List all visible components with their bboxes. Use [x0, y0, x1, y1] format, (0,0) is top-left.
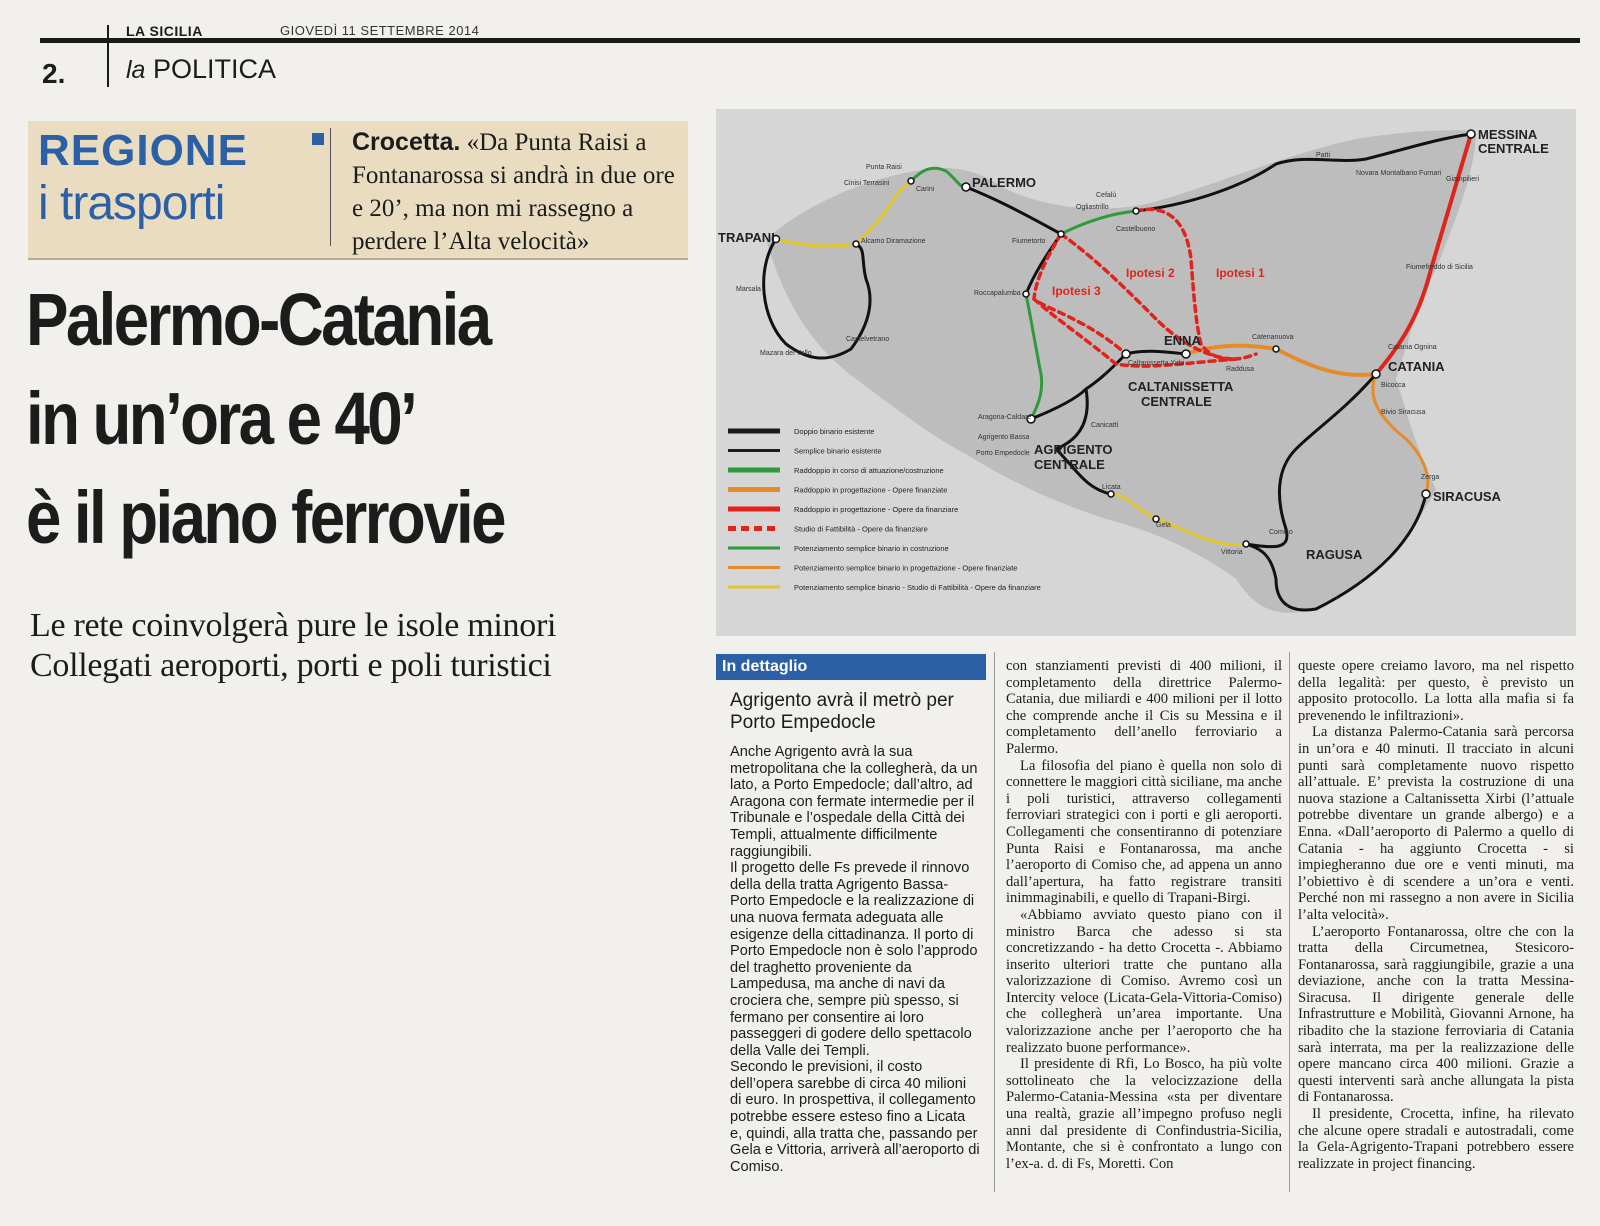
article-paragraph: Il presidente di Rfi, Lo Bosco, ha più volte sottolineato che la velocizzazione della Palermo-Catania-Messina «sta per diventare una realtà, grazie all’impegno profuso negli anni dal presidente di Confindustria-Sicilia, Montante, che si è confrontato a lungo con l’ex-a. d. di Fs, Moretti. Con	[1006, 1056, 1282, 1172]
label-caltanissetta: CALTANISSETTA	[1128, 379, 1234, 394]
article-paragraph: «Abbiamo avviato questo piano con il ministro Barca che adesso si sta concretizzando - ha detto Crocetta -. Abbiamo inserito ulteriori tratte che puntano alla valorizzazione di Comiso. Avremo così un Intercity veloce (Licata-Gela-Vittoria-Comiso) che collegherà un’area importante. Una valorizzazione anche per l’aeroporto che ha realizzato buone performance».	[1006, 906, 1282, 1056]
column-divider	[994, 652, 995, 1192]
label-castelvetrano: Castelvetrano	[846, 336, 890, 343]
legend-label: Raddoppio in corso di attuazione/costruzione	[794, 466, 944, 475]
article-column	[1298, 658, 1574, 1172]
section-prefix: la	[126, 56, 146, 84]
article-paragraph: con stanziamenti previsti di 400 milioni, il completamento della direttrice Palermo-Catania, due miliardi e 400 milioni per il lotto che comprende anche il Cis su Messina e il completamento dell’anello ferroviario a Palermo.	[1006, 658, 1282, 757]
page-number: 2.	[42, 58, 66, 89]
detail-paragraph: Il progetto delle Fs prevede il rinnovo della della tratta Agrigento Bassa-Porto Empedocle e la realizzazione di una nuova fermata adeguata alle esigenze della cittadinanza. Il porto di Porto Empedocle non è solo l’approdo del traghetto proveniente da Lampedusa, ma anche di navi da crociera che, sempre più spesso, si fermano per consentire ai loro passeggeri di godere dello spettacolo della Valle dei Templi.	[730, 860, 978, 1059]
legend-label: Potenziamento semplice binario in costruzione	[794, 544, 949, 553]
article-column	[1006, 658, 1282, 1172]
label-palermo: PALERMO	[972, 175, 1037, 190]
article-paragraph: queste opere creiamo lavoro, ma nel rispetto della legalità: per questo, è previsto un apposito protocollo. La lotta alla mafia si fa prevenendo le infiltrazioni».	[1298, 658, 1574, 724]
kicker-divider	[330, 128, 331, 246]
issue-date: GIOVEDÌ 11 SETTEMBRE 2014	[280, 23, 480, 38]
label-messina: MESSINA	[1478, 127, 1538, 142]
headline	[26, 270, 594, 567]
label-alcamo: Alcamo Diramazione	[861, 238, 926, 245]
label-roccapalumba: Roccapalumba	[974, 290, 1021, 297]
label-ipotesi-2: Ipotesi 2	[1126, 266, 1175, 280]
label-catania: CATANIA	[1388, 359, 1445, 374]
kicker-region: REGIONE	[38, 126, 248, 175]
legend-label: Raddoppio in progettazione - Opere da finanziare	[794, 505, 959, 514]
label-bicocca: Bicocca	[1381, 382, 1406, 389]
label-raddusa: Raddusa	[1226, 366, 1255, 373]
label-punta-raisi: Punta Raisi	[866, 164, 902, 171]
subheadline-line: Le rete coinvolgerà pure le isole minori	[30, 607, 557, 644]
railway-map	[716, 109, 1576, 636]
masthead-divider	[107, 25, 109, 87]
label-agrigento-bassa: Agrigento Bassa	[978, 434, 1030, 441]
label-comiso: Comiso	[1269, 529, 1293, 536]
section-title	[126, 54, 276, 85]
masthead-rule	[40, 38, 1580, 43]
label-fiumetorto: Fiumetorto	[1012, 238, 1046, 245]
detail-title: Agrigento avrà il metrò per Porto Empedocle	[730, 690, 954, 733]
detail-paragraph: Secondo le previsioni, il costo dell’opera sarebbe di circa 40 milioni di euro. In prospettiva, il collegamento potrebbe essere esteso fino a Licata e, quindi, alla tratta che, passando per Gela e Vittoria, arriverà all’aeroporto di Comiso.	[730, 1059, 980, 1175]
headline-line: in un’ora e 40’	[26, 377, 416, 460]
label-novara: Novara Montalbano Furnari	[1356, 170, 1442, 177]
detail-paragraph: Anche Agrigento avrà la sua metropolitana che la collegherà, da un lato, a Porto Empedocle; dall’altro, ad Aragona con fermate intermedie per il Tribunale e l’ospedale della Città dei Templi, attualmente difficilmente raggiungibili.	[730, 744, 978, 860]
label-cefalu: Cefalù	[1096, 192, 1117, 199]
label-giampilieri: Giampilieri	[1446, 176, 1480, 183]
label-gela: Gela	[1156, 522, 1171, 529]
headline-line: Palermo-Catania	[26, 278, 490, 361]
label-trapani: TRAPANI	[718, 230, 775, 245]
column-divider	[1289, 652, 1290, 1192]
label-enna: ENNA	[1164, 333, 1201, 348]
article-paragraph: L’aeroporto Fontanarossa, oltre che con la tratta della Circumetnea, Stesicoro-Fontanarossa, sarà raggiungibile, grazie a una deviazione, anche con la tratta Messina-Siracusa. Il dirigente generale delle Infrastrutture e Mobilità, Giovanni Arnone, ha ribadito che la stazione ferroviaria di Catania sarà interrata, ma per la realizzazione delle opere mancano circa 400 milioni. Grazie a questi interventi sarà anche allungata la pista di Fontanarossa.	[1298, 923, 1574, 1106]
label-agrigento: AGRIGENTO	[1034, 442, 1113, 457]
legend-label: Semplice binario esistente	[794, 446, 882, 456]
square-bullet-icon	[312, 133, 324, 145]
detail-header: In dettaglio	[716, 654, 986, 680]
label-patti: Patti	[1316, 152, 1331, 159]
label-zerga: Zerga	[1421, 474, 1440, 481]
article-paragraph: Il presidente, Crocetta, infine, ha rilevato che alcune opere stradali e autostradali, come la Gela-Agrigento-Trapani potrebbero essere realizzate in project financing.	[1298, 1106, 1574, 1172]
detail-body	[730, 744, 980, 1175]
legend-label: Raddoppio in progettazione - Opere finanziate	[794, 485, 948, 495]
newspaper-name: LA SICILIA	[126, 23, 203, 39]
legend-label: Potenziamento semplice binario in progettazione - Opere finanziate	[794, 563, 1018, 573]
article-paragraph: La filosofia del piano è quella non solo di connettere le maggiori città siciliane, ma anche i poli turistici, attraverso collegamenti ferroviari strategici con i porti e gli aeroporti. Collegamenti che consentiranno di potenziare Punta Raisi e Fontanarossa, ma anche l’aeroporto di Comiso che, ad appena un anno dall’apertura, ha fatto registrare transiti inimmaginabili, e quello di Trapani-Birgi.	[1006, 757, 1282, 907]
headline-line: è il piano ferrovie	[26, 476, 504, 559]
legend-label: Studio di Fattibilità - Opere da finanziare	[794, 524, 928, 534]
label-messina-2: CENTRALE	[1478, 141, 1549, 156]
quote-text: «Da Punta Raisi a Fontanarossa si andrà in due ore e 20’, ma non mi rassegno a perdere l’Alta velocità»	[352, 129, 675, 255]
label-ogliastrillo: Ogliastrillo	[1076, 204, 1109, 211]
kicker-quote	[352, 126, 682, 258]
label-canicatti: Canicattì	[1091, 422, 1119, 429]
label-caltanissetta-2: CENTRALE	[1141, 394, 1212, 409]
label-aragona: Aragona-Caldare	[978, 414, 1032, 421]
label-carini: Carini	[916, 186, 935, 193]
label-agrigento-2: CENTRALE	[1034, 457, 1105, 472]
sicily-map-svg	[716, 109, 1576, 636]
label-catenanuova: Catenanuova	[1252, 334, 1294, 341]
label-ragusa: RAGUSA	[1306, 547, 1363, 562]
label-catania-ognina: Catania Ognina	[1388, 344, 1437, 351]
article-paragraph: La distanza Palermo-Catania sarà percorsa in un’ora e 40 minuti. Il tracciato in alcuni punti sarà completamente nuovo rispetto all’attuale. E’ prevista la costruzione di una nuova stazione a Caltanissetta Xirbi (l’attuale potrebbe diventare un grande albergo) e a Enna. «Dall’aeroporto di Palermo a quello di Catania - ha aggiunto Crocetta - si impiegheranno due ore e venti minuti, ma l’obiettivo è di scendere a un’ora e venti. Perché non mi rassegno a non avere in Sicilia l’alta velocità».	[1298, 724, 1574, 923]
legend-label: Potenziamento semplice binario - Studio di Fattibilità - Opere da finanziare	[794, 583, 1041, 592]
label-fiumefreddo: Fiumefreddo di Sicilia	[1406, 264, 1473, 271]
label-bivio-siracusa: Bivio Siracusa	[1381, 409, 1426, 416]
subheadline	[30, 606, 710, 686]
section-name: POLITICA	[152, 54, 277, 84]
label-marsala: Marsala	[736, 286, 761, 293]
label-licata: Licata	[1102, 484, 1121, 491]
label-vittoria: Vittoria	[1221, 549, 1243, 556]
label-ipotesi-1: Ipotesi 1	[1216, 266, 1265, 280]
legend-label: Doppio binario esistente	[794, 427, 875, 436]
label-caltanissetta-xirbi: Caltanissetta Xirbi	[1128, 360, 1185, 367]
label-porto-empedocle: Porto Empedocle	[976, 450, 1030, 457]
label-mazara: Mazara del Vallo	[760, 350, 812, 357]
quote-speaker: Crocetta.	[352, 128, 461, 156]
subheadline-line: Collegati aeroporti, porti e poli turistici	[30, 647, 552, 684]
label-siracusa: SIRACUSA	[1433, 489, 1501, 504]
label-castelbuono: Castelbuono	[1116, 226, 1156, 233]
label-ipotesi-3: Ipotesi 3	[1052, 284, 1101, 298]
kicker-topic: i trasporti	[38, 177, 225, 230]
label-cinisi: Cinisi Terrasini	[844, 180, 890, 187]
